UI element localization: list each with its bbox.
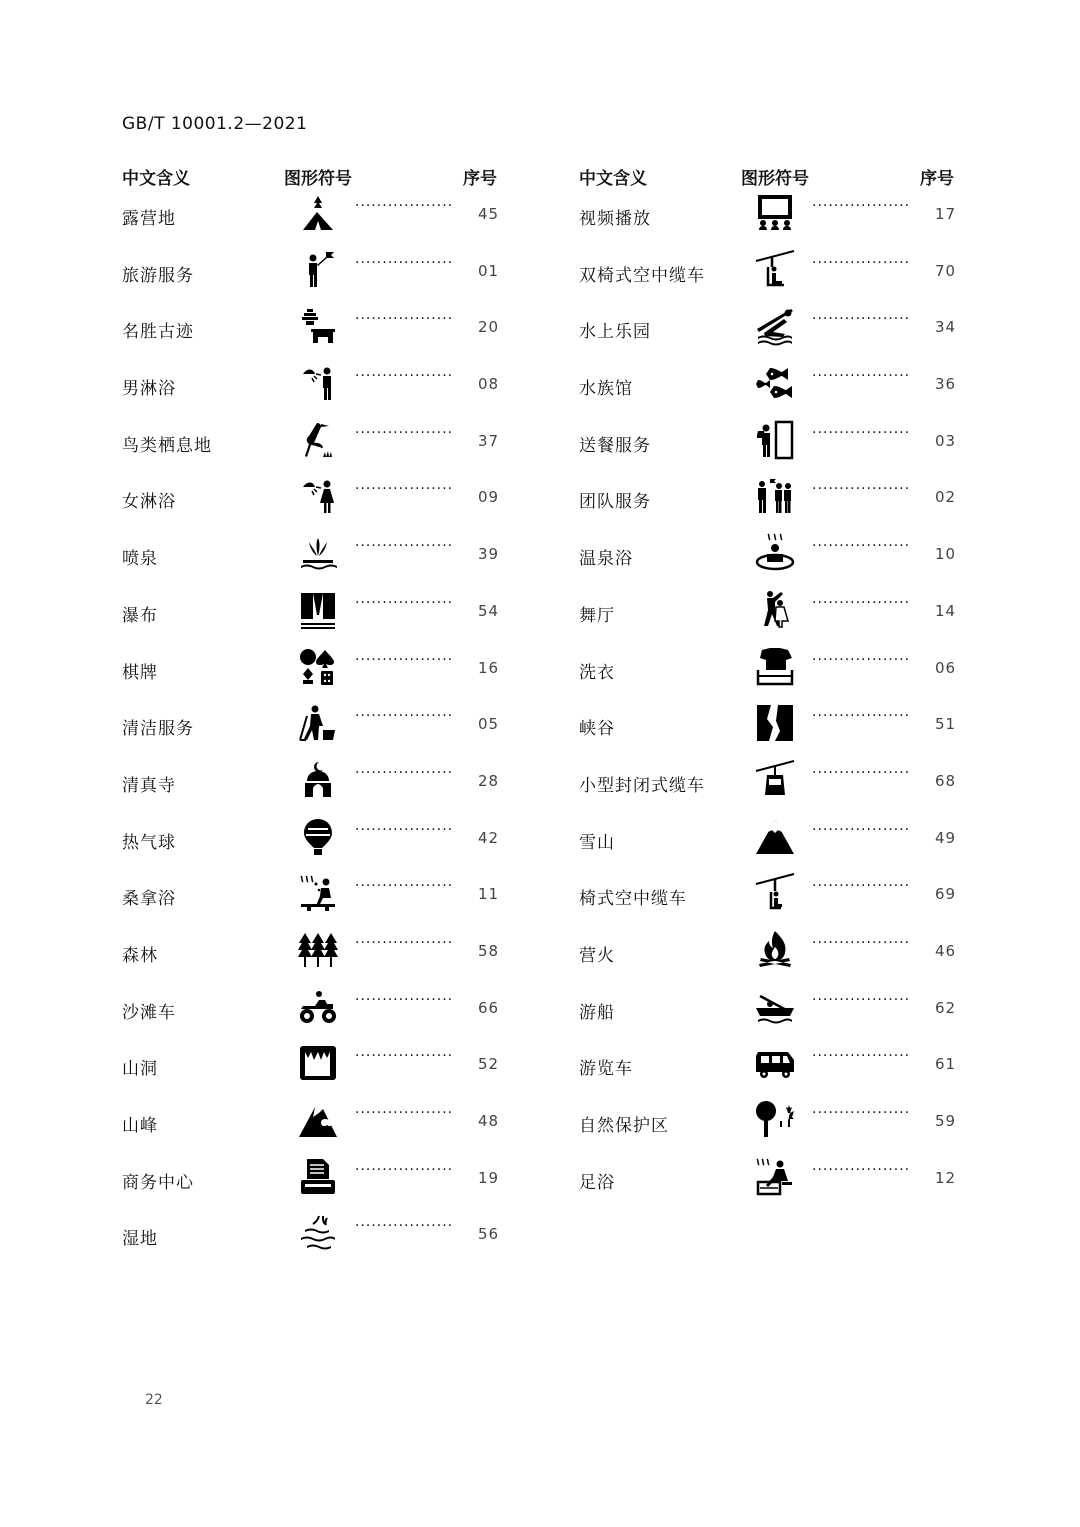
symbol-meaning: 男淋浴 bbox=[122, 379, 176, 400]
leader-dots: ·················· bbox=[355, 1161, 454, 1178]
symbol-row bbox=[122, 984, 502, 1041]
leader-dots: ·················· bbox=[812, 1048, 911, 1065]
leader-dots: ·················· bbox=[812, 821, 911, 838]
table-header bbox=[579, 160, 959, 190]
symbol-row bbox=[579, 870, 959, 927]
nature-reserve-icon bbox=[754, 1099, 796, 1141]
symbol-meaning: 椅式空中缆车 bbox=[579, 889, 687, 910]
symbol-number: 45 bbox=[478, 205, 500, 223]
tourist-guide-icon bbox=[297, 249, 339, 291]
symbol-meaning: 游览车 bbox=[579, 1059, 633, 1080]
symbol-row bbox=[579, 757, 959, 814]
chairlift-icon bbox=[754, 872, 796, 914]
symbol-row bbox=[579, 814, 959, 871]
ballroom-icon bbox=[754, 589, 796, 631]
video-icon bbox=[754, 192, 796, 234]
symbol-number: 01 bbox=[478, 261, 500, 280]
symbol-number: 02 bbox=[935, 488, 957, 507]
header-symbol: 图形符号 bbox=[284, 169, 352, 189]
symbol-row bbox=[122, 1210, 502, 1267]
symbol-row bbox=[579, 360, 959, 417]
symbol-row bbox=[579, 190, 959, 247]
leader-dots: ·················· bbox=[355, 311, 454, 328]
symbol-number: 03 bbox=[935, 431, 957, 450]
symbol-row bbox=[579, 1040, 959, 1097]
symbol-number: 46 bbox=[935, 941, 957, 960]
header-number: 序号 bbox=[920, 169, 954, 189]
leader-dots: ·················· bbox=[355, 934, 454, 951]
leader-dots: ·················· bbox=[355, 651, 454, 668]
symbol-meaning: 森林 bbox=[122, 945, 158, 966]
symbol-number: 51 bbox=[935, 715, 957, 734]
symbol-meaning: 鸟类栖息地 bbox=[122, 435, 212, 456]
double-chairlift-icon bbox=[754, 249, 796, 291]
symbol-meaning: 喷泉 bbox=[122, 549, 158, 570]
symbol-meaning: 双椅式空中缆车 bbox=[579, 265, 705, 286]
leader-dots: ·················· bbox=[355, 708, 454, 725]
symbol-meaning: 雪山 bbox=[579, 832, 615, 853]
symbol-row bbox=[579, 530, 959, 587]
header-number: 序号 bbox=[463, 169, 497, 189]
symbol-meaning: 山洞 bbox=[122, 1059, 158, 1080]
mosque-icon bbox=[297, 759, 339, 801]
leader-dots: ·················· bbox=[812, 481, 911, 498]
symbol-number: 16 bbox=[478, 658, 500, 677]
symbol-meaning: 洗衣 bbox=[579, 662, 615, 683]
symbol-row bbox=[122, 700, 502, 757]
foot-bath-icon bbox=[754, 1156, 796, 1198]
leader-dots: ·················· bbox=[812, 991, 911, 1008]
leader-dots: ·················· bbox=[812, 368, 911, 385]
symbol-row bbox=[122, 644, 502, 701]
symbol-number: 14 bbox=[935, 601, 957, 620]
symbol-meaning: 团队服务 bbox=[579, 492, 651, 513]
leader-dots: ·················· bbox=[355, 821, 454, 838]
symbol-number: 17 bbox=[935, 205, 957, 223]
symbol-number: 34 bbox=[935, 318, 957, 337]
symbol-row bbox=[579, 1154, 959, 1211]
leader-dots: ·················· bbox=[355, 991, 454, 1008]
symbol-meaning: 营火 bbox=[579, 945, 615, 966]
leader-dots: ·················· bbox=[355, 1048, 454, 1065]
page-number: 22 bbox=[145, 1392, 163, 1408]
symbol-number: 70 bbox=[935, 261, 957, 280]
symbol-number: 54 bbox=[478, 601, 500, 620]
symbol-meaning: 视频播放 bbox=[579, 209, 651, 229]
tour-bus-icon bbox=[754, 1042, 796, 1084]
leader-dots: ·················· bbox=[812, 708, 911, 725]
standard-code: GB/T 10001.2—2021 bbox=[122, 114, 308, 134]
symbol-number: 12 bbox=[935, 1168, 957, 1187]
symbol-row bbox=[579, 303, 959, 360]
symbol-meaning: 自然保护区 bbox=[579, 1116, 669, 1136]
symbol-row bbox=[122, 1154, 502, 1211]
symbol-meaning: 露营地 bbox=[122, 209, 176, 229]
atv-icon bbox=[297, 986, 339, 1028]
symbol-number: 62 bbox=[935, 998, 957, 1017]
symbol-row bbox=[122, 870, 502, 927]
canyon-icon bbox=[754, 702, 796, 744]
symbol-number: 66 bbox=[478, 998, 500, 1017]
symbol-number: 61 bbox=[935, 1055, 957, 1074]
symbol-number: 37 bbox=[478, 431, 500, 450]
leader-dots: ·················· bbox=[355, 481, 454, 498]
leader-dots: ·················· bbox=[355, 764, 454, 781]
symbol-row bbox=[122, 190, 502, 247]
symbol-number: 06 bbox=[935, 658, 957, 677]
leader-dots: ·················· bbox=[812, 764, 911, 781]
symbol-row bbox=[579, 417, 959, 474]
leader-dots: ·················· bbox=[355, 254, 454, 271]
leader-dots: ·················· bbox=[812, 651, 911, 668]
symbol-row bbox=[579, 644, 959, 701]
business-center-icon bbox=[297, 1156, 339, 1198]
table-header bbox=[122, 160, 502, 190]
symbol-number: 59 bbox=[935, 1112, 957, 1130]
cleaning-icon bbox=[297, 702, 339, 744]
laundry-icon bbox=[754, 646, 796, 688]
camping-icon bbox=[297, 192, 339, 234]
male-shower-icon bbox=[297, 362, 339, 404]
symbol-row bbox=[122, 587, 502, 644]
leader-dots: ·················· bbox=[812, 254, 911, 271]
leader-dots: ·················· bbox=[812, 1161, 911, 1178]
symbol-number: 49 bbox=[935, 828, 957, 847]
symbol-meaning: 沙滩车 bbox=[122, 1002, 176, 1023]
leader-dots: ·················· bbox=[355, 538, 454, 555]
symbol-number: 42 bbox=[478, 828, 500, 847]
symbol-meaning: 瀑布 bbox=[122, 605, 158, 626]
symbol-number: 28 bbox=[478, 771, 500, 790]
symbol-row bbox=[579, 1097, 959, 1154]
symbol-number: 58 bbox=[478, 941, 500, 960]
leader-dots: ·················· bbox=[355, 878, 454, 895]
symbol-number: 20 bbox=[478, 318, 500, 337]
hot-air-balloon-icon bbox=[297, 816, 339, 858]
symbol-meaning: 桑拿浴 bbox=[122, 889, 176, 910]
symbol-number: 10 bbox=[935, 545, 957, 564]
symbol-number: 48 bbox=[478, 1112, 500, 1130]
symbol-meaning: 棋牌 bbox=[122, 662, 158, 683]
symbol-number: 39 bbox=[478, 545, 500, 564]
forest-icon bbox=[297, 929, 339, 971]
fountain-icon bbox=[297, 532, 339, 574]
symbol-row bbox=[122, 530, 502, 587]
chess-cards-icon bbox=[297, 646, 339, 688]
leader-dots: ·················· bbox=[812, 878, 911, 895]
leader-dots: ·················· bbox=[355, 424, 454, 441]
female-shower-icon bbox=[297, 475, 339, 517]
symbol-meaning: 清真寺 bbox=[122, 775, 176, 796]
leader-dots: ·················· bbox=[355, 198, 454, 214]
leader-dots: ·················· bbox=[355, 1105, 454, 1121]
symbol-number: 52 bbox=[478, 1055, 500, 1074]
leader-dots: ·················· bbox=[355, 368, 454, 385]
symbol-meaning: 名胜古迹 bbox=[122, 322, 194, 343]
symbol-row bbox=[579, 587, 959, 644]
wetland-icon bbox=[297, 1212, 339, 1254]
symbol-row bbox=[579, 984, 959, 1041]
boat-icon bbox=[754, 986, 796, 1028]
symbol-meaning: 水上乐园 bbox=[579, 322, 651, 343]
historic-site-icon bbox=[297, 305, 339, 347]
leader-dots: ·················· bbox=[812, 538, 911, 555]
symbol-meaning: 热气球 bbox=[122, 832, 176, 853]
symbol-meaning: 商务中心 bbox=[122, 1172, 194, 1193]
symbol-meaning: 清洁服务 bbox=[122, 719, 194, 740]
group-service-icon bbox=[754, 475, 796, 517]
leader-dots: ·················· bbox=[812, 198, 911, 214]
symbol-meaning: 水族馆 bbox=[579, 379, 633, 400]
campfire-icon bbox=[754, 929, 796, 971]
symbol-meaning: 游船 bbox=[579, 1002, 615, 1023]
symbol-meaning: 舞厅 bbox=[579, 605, 615, 626]
symbol-row bbox=[579, 473, 959, 530]
symbol-number: 09 bbox=[478, 488, 500, 507]
symbol-meaning: 小型封闭式缆车 bbox=[579, 775, 705, 796]
symbol-number: 08 bbox=[478, 375, 500, 394]
symbol-row bbox=[122, 814, 502, 871]
symbol-number: 69 bbox=[935, 885, 957, 904]
sauna-icon bbox=[297, 872, 339, 914]
symbol-meaning: 足浴 bbox=[579, 1172, 615, 1193]
leader-dots: ·················· bbox=[812, 1105, 911, 1121]
header-symbol: 图形符号 bbox=[741, 169, 809, 189]
leader-dots: ·················· bbox=[355, 594, 454, 611]
symbol-row bbox=[579, 700, 959, 757]
peak-icon bbox=[297, 1099, 339, 1141]
gondola-icon bbox=[754, 759, 796, 801]
symbol-number: 05 bbox=[478, 715, 500, 734]
waterfall-icon bbox=[297, 589, 339, 631]
symbol-row bbox=[579, 247, 959, 304]
leader-dots: ·················· bbox=[812, 311, 911, 328]
symbol-row bbox=[122, 1097, 502, 1154]
leader-dots: ·················· bbox=[812, 424, 911, 441]
symbol-meaning: 山峰 bbox=[122, 1116, 158, 1136]
symbol-meaning: 女淋浴 bbox=[122, 492, 176, 513]
symbol-number: 68 bbox=[935, 771, 957, 790]
symbol-row bbox=[122, 303, 502, 360]
symbol-row bbox=[122, 473, 502, 530]
symbol-row bbox=[579, 927, 959, 984]
symbol-row bbox=[122, 360, 502, 417]
hot-spring-icon bbox=[754, 532, 796, 574]
snow-mountain-icon bbox=[754, 816, 796, 858]
bird-habitat-icon bbox=[297, 419, 339, 461]
leader-dots: ·················· bbox=[812, 594, 911, 611]
header-meaning: 中文含义 bbox=[122, 169, 190, 189]
symbol-row bbox=[122, 417, 502, 474]
symbol-meaning: 旅游服务 bbox=[122, 265, 194, 286]
leader-dots: ·················· bbox=[355, 1218, 454, 1235]
symbol-row bbox=[122, 247, 502, 304]
symbol-meaning: 湿地 bbox=[122, 1229, 158, 1250]
symbol-number: 11 bbox=[478, 885, 500, 904]
symbol-row bbox=[122, 1040, 502, 1097]
symbol-row bbox=[122, 927, 502, 984]
symbol-number: 19 bbox=[478, 1168, 500, 1187]
symbol-number: 56 bbox=[478, 1225, 500, 1244]
aquarium-icon bbox=[754, 362, 796, 404]
water-park-icon bbox=[754, 305, 796, 347]
symbol-number: 36 bbox=[935, 375, 957, 394]
symbol-table-left bbox=[122, 160, 502, 1267]
leader-dots: ·················· bbox=[812, 934, 911, 951]
symbol-table-right bbox=[579, 160, 959, 1210]
symbol-meaning: 送餐服务 bbox=[579, 435, 651, 456]
symbol-meaning: 峡谷 bbox=[579, 719, 615, 740]
symbol-row bbox=[122, 757, 502, 814]
room-service-icon bbox=[754, 419, 796, 461]
header-meaning: 中文含义 bbox=[579, 169, 647, 189]
symbol-meaning: 温泉浴 bbox=[579, 549, 633, 570]
cave-icon bbox=[297, 1042, 339, 1084]
